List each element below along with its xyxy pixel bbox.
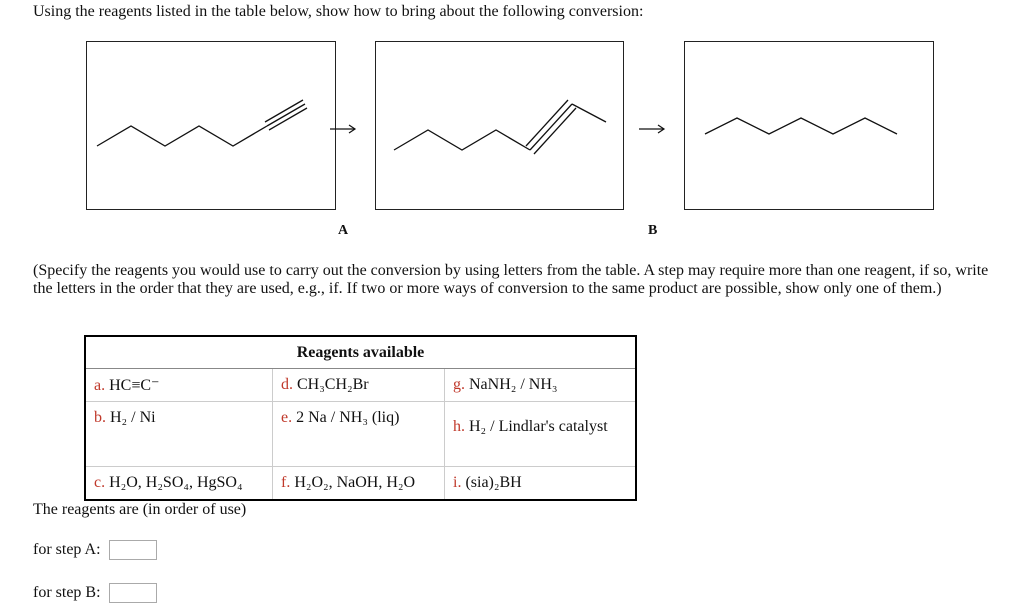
reagent-text: 2 Na / NH₃ (liq) xyxy=(296,409,400,426)
reagent-a xyxy=(85,369,273,402)
instructions-text: (Specify the reagents you would use to carry out the conversion by using letters from the table. A step may require more than one reagent, if so, write the letters in the order that they are used, e.g., if. If two or more ways of conversion to the same product are possible, show only one of them.) xyxy=(33,262,989,297)
reagent-f xyxy=(273,467,445,501)
starting-material-box xyxy=(86,41,336,210)
reagent-text: H₂ / Ni xyxy=(110,409,156,426)
reagent-e xyxy=(273,402,445,467)
reagent-letter: h. xyxy=(453,418,465,435)
reagent-i xyxy=(445,467,637,501)
intermediate-box xyxy=(375,41,624,210)
reagent-letter: e. xyxy=(281,409,293,426)
reagent-letter: i. xyxy=(453,474,462,491)
question-text: Using the reagents listed in the table below, show how to bring about the following conversion: xyxy=(33,3,644,20)
step-b-answer-label: for step B: xyxy=(33,584,101,601)
alkane-structure xyxy=(685,42,935,211)
reaction-arrow-a xyxy=(328,122,358,136)
reagent-text: H₂O₂, NaOH, H₂O xyxy=(294,474,416,491)
reagent-text: H₂ / Lindlar's catalyst xyxy=(469,418,608,435)
reagent-text: H₂O, H₂SO₄, HgSO₄ xyxy=(109,474,243,491)
internal-alkyne-structure xyxy=(376,42,625,211)
reagent-text: (sia)₂BH xyxy=(465,474,522,491)
reagent-h xyxy=(445,402,637,467)
reagent-letter: c. xyxy=(94,474,106,491)
reagent-c xyxy=(85,467,273,501)
reagent-letter: b. xyxy=(94,409,106,426)
step-a-label: A xyxy=(338,223,349,238)
reagent-g xyxy=(445,369,637,402)
reagent-text: NaNH₂ / NH₃ xyxy=(469,376,558,393)
reagent-letter: d. xyxy=(281,376,293,393)
reaction-arrow-b xyxy=(637,122,667,136)
reagent-letter: f. xyxy=(281,474,291,491)
reagent-text: HC≡C⁻ xyxy=(109,377,160,394)
reagents-table xyxy=(84,335,637,501)
terminal-alkyne-structure xyxy=(87,42,337,211)
step-b-input[interactable] xyxy=(109,583,157,603)
reagent-b xyxy=(85,402,273,467)
reagent-letter: g. xyxy=(453,376,465,393)
step-a-input[interactable] xyxy=(109,540,157,560)
reagent-letter: a. xyxy=(94,377,106,394)
product-box xyxy=(684,41,934,210)
answer-heading: The reagents are (in order of use) xyxy=(33,501,247,518)
reagents-table-header: Reagents available xyxy=(85,336,636,369)
step-a-answer-label: for step A: xyxy=(33,541,101,558)
reagent-d xyxy=(273,369,445,402)
step-b-label: B xyxy=(648,223,658,238)
reagent-text: CH₃CH₂Br xyxy=(297,376,369,393)
